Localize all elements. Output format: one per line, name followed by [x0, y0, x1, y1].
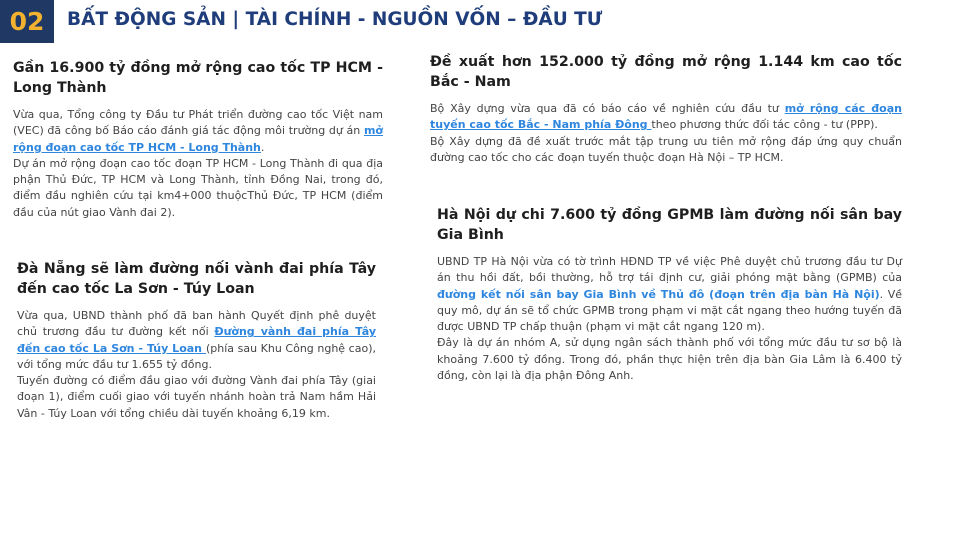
article-link[interactable]: mở rộng các đoạn tuyến cao tốc Bắc - Nam phía Đông — [430, 102, 902, 132]
article-body — [430, 101, 902, 166]
paragraph: Vừa qua, UBND thành phố đã ban hành Quyết định phê duyệt chủ trương đầu tư đường kết nối Đường vành đai phía Tây đến cao tốc La Sơn - Túy Loan (phía sau Khu Công nghệ cao), với tổng mức đầu tư 1.655 tỷ đồng. — [17, 309, 376, 371]
page-title: BẤT ĐỘNG SẢN | TÀI CHÍNH - NGUỒN VỐN – ĐẦU TƯ — [67, 9, 603, 30]
article-title: Đề xuất hơn 152.000 tỷ đồng mở rộng 1.144 km cao tốc Bắc - Nam — [430, 54, 902, 90]
article-bac-nam — [430, 52, 902, 166]
article-body — [13, 107, 383, 221]
paragraph: Bộ Xây dựng vừa qua đã có báo cáo về nghiên cứu đầu tư mở rộng các đoạn tuyến cao tốc Bắc - Nam phía Đông theo phương thức đối tác công - tư (PPP). — [430, 102, 902, 132]
paragraph: Đây là dự án nhóm A, sử dụng ngân sách thành phố với tổng mức đầu tư sơ bộ là khoảng 7.600 tỷ đồng. Trong đó, phần thực hiện trên địa bàn Gia Lâm là 6.400 tỷ đồng, còn lại là địa phận Đông Anh. — [437, 336, 902, 383]
article-title: Gần 16.900 tỷ đồng mở rộng cao tốc TP HCM - Long Thành — [13, 60, 383, 96]
section-number-badge — [0, 0, 54, 43]
article-link[interactable]: mở rộng đoạn cao tốc TP HCM - Long Thành — [13, 124, 383, 154]
article-hcm-long-thanh — [13, 58, 383, 221]
article-da-nang — [17, 259, 376, 422]
paragraph: UBND TP Hà Nội vừa có tờ trình HĐND TP về việc Phê duyệt chủ trương đầu tư Dự án thu hồi đất, bồi thường, hỗ trợ tái định cư, giải phóng mặt bằng (GPMB) của đường kết nối sân bay Gia Bình về Thủ đô (đoạn trên địa bàn Hà Nội). Về quy mô, dự án sẽ tổ chức GPMB trong phạm vi mặt cắt ngang theo hướng tuyến đã được UBND TP chấp thuận (phạm vi mặt cắt ngang 120 m). — [437, 255, 902, 334]
article-link[interactable]: đường kết nối sân bay Gia Bình về Thủ đô (đoạn trên địa bàn Hà Nội) — [437, 287, 880, 301]
article-body — [437, 254, 902, 384]
paragraph: Vừa qua, Tổng công ty Đầu tư Phát triển đường cao tốc Việt nam (VEC) đã công bố Báo cáo đánh giá tác động môi trường dự án mở rộng đoạn cao tốc TP HCM - Long Thành. — [13, 108, 383, 154]
article-body — [17, 308, 376, 422]
article-ha-noi-gia-binh — [437, 205, 902, 384]
article-link[interactable]: Đường vành đai phía Tây đến cao tốc La Sơn - Túy Loan — [17, 325, 376, 355]
article-title: Hà Nội dự chi 7.600 tỷ đồng GPMB làm đường nối sân bay Gia Bình — [437, 207, 902, 243]
paragraph: Tuyến đường có điểm đầu giao với đường Vành đai phía Tây (giai đoạn 1), điểm cuối giao với tuyến nhánh hoàn trả Nam hầm Hải Vân - Túy Loan với tổng chiều dài tuyến khoảng 6,19 km. — [17, 374, 376, 420]
article-title: Đà Nẵng sẽ làm đường nối vành đai phía Tây đến cao tốc La Sơn - Túy Loan — [17, 261, 376, 297]
paragraph: Dự án mở rộng đoạn cao tốc đoạn TP HCM - Long Thành đi qua địa phận Thủ Đức, TP HCM và Long Thành, tỉnh Đồng Nai, trong đó, điểm đầu nghiên cứu tại km4+000 thuộcThủ Đức, TP HCM (điểm đầu của nút giao Vành đai 2). — [13, 156, 383, 219]
section-number: 02 — [9, 7, 45, 36]
paragraph: Bộ Xây dựng đã đề xuất trước mắt tập trung ưu tiên mở rộng đáp ứng quy chuẩn đường cao tốc cho các đoạn tuyến thuộc đoạn Hà Nội – TP HCM. — [430, 134, 902, 164]
